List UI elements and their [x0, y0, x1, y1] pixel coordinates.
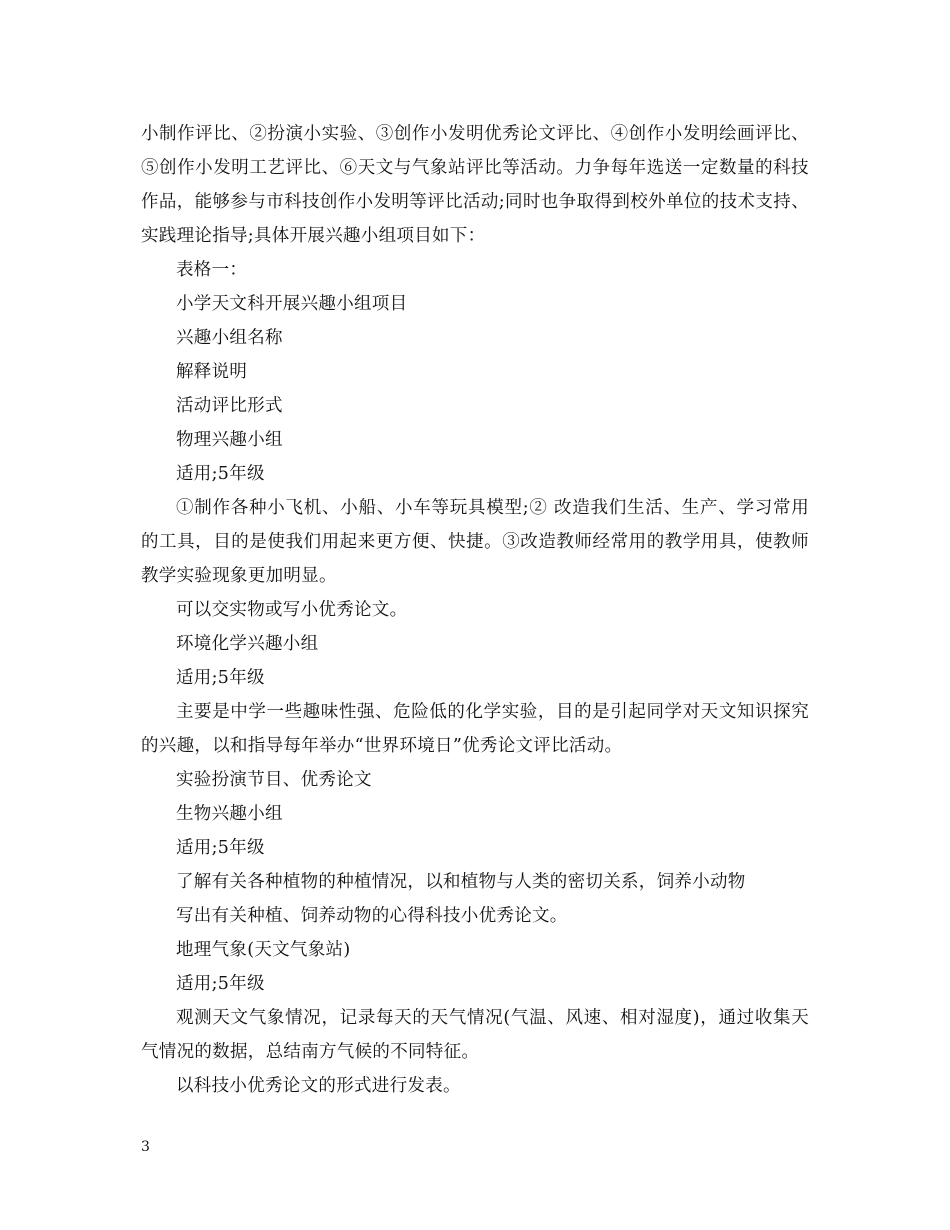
description-biology: 了解有关各种植物的种植情况，以和植物与人类的密切关系，饲养小动物 — [176, 872, 746, 892]
description-physics: ①制作各种小飞机、小船、小车等玩具模型;② 改造我们生活、生产、学习常用的工具，目的是使我们用起来更方便、快捷。③改造教师经常用的教学用具，使教师教学实验现象更加明显。 — [141, 498, 809, 586]
activity-form-geography: 以科技小优秀论文的形式进行发表。 — [176, 1076, 461, 1096]
table-caption: 表格一： — [176, 260, 248, 280]
grade-note-biology: 适用;5年级 — [176, 838, 265, 858]
activity-form-biology: 写出有关种植、饲养动物的心得科技小优秀论文。 — [176, 906, 568, 926]
group-name-biology: 生物兴趣小组 — [176, 804, 283, 824]
paragraph: 小制作评比、②扮演小实验、③创作小发明优秀论文评比、④创作小发明绘画评比、⑤创作小发明工艺评比、⑥天文与气象站评比等活动。力争每年选送一定数量的科技作品，能够参与市科技创作小发明等评比活动;同时也争取得到校外单位的技术支持、实践理论指导;具体开展兴趣小组项目如下： — [141, 124, 809, 246]
grade-note-chemistry: 适用;5年级 — [176, 668, 265, 688]
grade-note-geography: 适用;5年级 — [176, 974, 265, 994]
description-chemistry: 主要是中学一些趣味性强、危险低的化学实验，目的是引起同学对天文知识探究的兴趣，以和指导每年举办“世界环境日”优秀论文评比活动。 — [141, 702, 809, 756]
column-header-group-name: 兴趣小组名称 — [176, 328, 283, 348]
description-geography: 观测天文气象情况，记录每天的天气情况(气温、风速、相对湿度)，通过收集天气情况的数据，总结南方气候的不同特征。 — [141, 1008, 809, 1062]
column-header-activity-form: 活动评比形式 — [176, 396, 283, 416]
grade-note-physics: 适用;5年级 — [176, 464, 265, 484]
page-number: 3 — [141, 1139, 150, 1155]
table-title: 小学天文科开展兴趣小组项目 — [176, 294, 408, 314]
activity-form-chemistry: 实验扮演节目、优秀论文 — [176, 770, 372, 790]
column-header-description: 解释说明 — [176, 362, 248, 382]
activity-form-physics: 可以交实物或写小优秀论文。 — [176, 600, 408, 620]
group-name-chemistry: 环境化学兴趣小组 — [176, 634, 319, 654]
document-body — [141, 117, 809, 1103]
group-name-physics: 物理兴趣小组 — [176, 430, 283, 450]
group-name-geography: 地理气象(天文气象站) — [176, 940, 351, 960]
